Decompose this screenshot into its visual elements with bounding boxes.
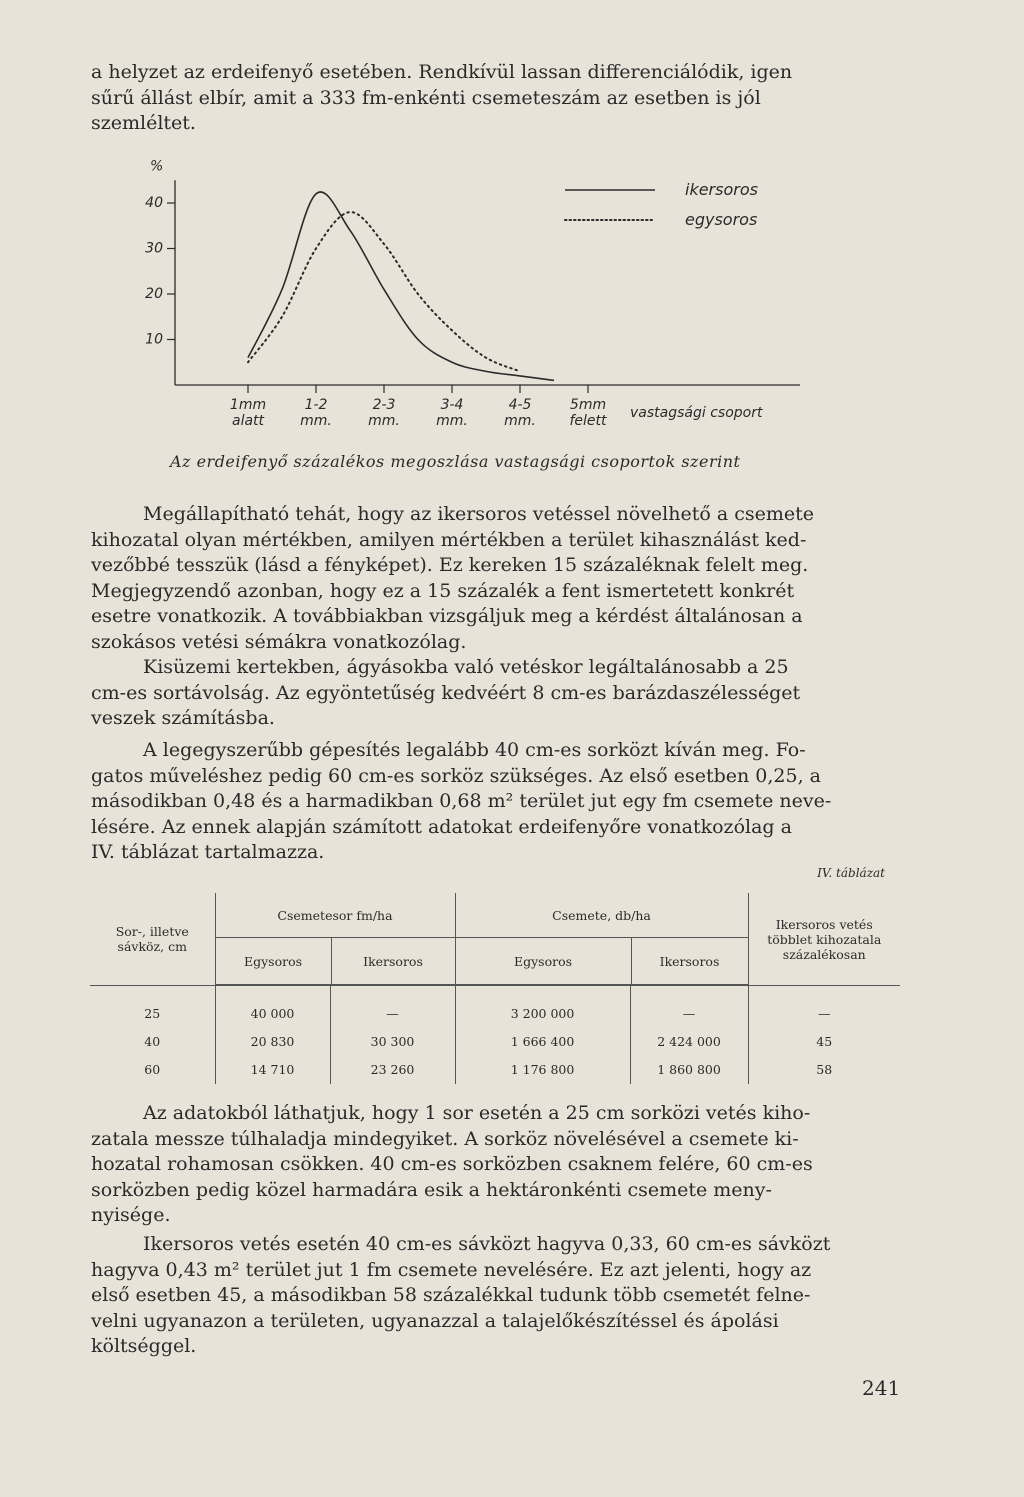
text-line: szokásos vetési sémákra vonatkozólag. <box>91 630 467 653</box>
text-line: veszek számításba. <box>91 707 275 730</box>
distribution-chart <box>130 140 830 480</box>
figure-caption: Az erdeifenyő százalékos megoszlása vastagsági csoportok szerint <box>170 452 741 471</box>
text-line: cm-es sortávolság. Az egyöntetűség kedvéért 8 cm-es barázdaszélességet <box>91 681 801 704</box>
sub-header: Egysoros <box>456 938 632 985</box>
table-cell: 40 000 <box>215 1000 330 1028</box>
paragraph <box>91 1101 899 1229</box>
text-line: sűrű állást elbír, amit a 333 fm-enkénti csemeteszám az esetben is jól <box>91 86 761 109</box>
table-cell: 20 830 <box>215 1028 330 1056</box>
table-cell: — <box>630 1000 748 1028</box>
x-tick-label: 1-2 <box>304 397 328 413</box>
table-cell: 14 710 <box>215 1056 330 1084</box>
x-axis-label: vastagsági csoport <box>630 405 763 421</box>
y-axis-label: % <box>150 158 164 175</box>
text-line: vezőbbé tesszük (lásd a fényképet). Ez kereken 15 százaléknak felelt meg. <box>91 554 809 577</box>
table-cell: 3 200 000 <box>455 1000 630 1028</box>
text-line: zatala messze túlhaladja mindegyiket. A sorköz növelésével a csemete ki- <box>91 1127 799 1150</box>
table-cell: 58 <box>748 1056 900 1084</box>
x-tick-label: 2-3 <box>372 397 396 413</box>
text-line: lésére. Az ennek alapján számított adatokat erdeifenyőre vonatkozólag a <box>91 815 792 838</box>
text-line: nyisége. <box>91 1204 171 1227</box>
text-line: kihozatal olyan mértékben, amilyen mértékben a terület kihasználást ked- <box>91 528 807 551</box>
text-line: a helyzet az erdeifenyő esetében. Rendkívül lassan differenciálódik, igen <box>91 61 793 83</box>
paragraph <box>91 655 899 732</box>
x-tick-label: felett <box>569 413 607 429</box>
table-cell: — <box>330 1000 455 1028</box>
row-header: Sor-, illetve sávköz, cm <box>115 924 189 954</box>
y-tick-label: 40 <box>145 195 163 211</box>
table-row <box>90 1056 900 1084</box>
x-tick-label: mm. <box>436 413 468 429</box>
group-header-cell <box>455 893 748 986</box>
row-header-cell <box>90 893 215 986</box>
text-line: sorközben pedig közel harmadára esik a hektáronkénti csemete meny- <box>91 1178 772 1201</box>
text-line: esetre vonatkozik. A továbbiakban vizsgáljuk meg a kérdést általánosan a <box>91 605 803 628</box>
group-header-cell <box>215 893 455 986</box>
table-cell: — <box>748 1000 900 1028</box>
table-cell: 25 <box>144 1006 161 1021</box>
series-line-egysoros <box>248 212 520 371</box>
chart-svg <box>130 140 830 460</box>
paragraph <box>91 60 899 137</box>
table-cell: 60 <box>144 1062 161 1077</box>
text-line: hozatal rohamosan csökken. 40 cm-es sorközben csaknem felére, 60 cm-es <box>91 1153 813 1176</box>
text-line: Megállapítható tehát, hogy az ikersoros vetéssel növelhető a csemete <box>143 503 814 525</box>
table-row <box>90 1028 900 1056</box>
group-header: Csemetesor fm/ha <box>216 893 455 938</box>
y-tick-label: 10 <box>145 331 163 348</box>
last-header-cell <box>748 893 900 986</box>
text-line: első esetben 45, a másodikban 58 százalékkal tudunk több csemetét felne- <box>91 1284 811 1307</box>
last-header: Ikersoros vetés többlet kihozatala százalékosan <box>767 916 882 962</box>
table-cell: 30 300 <box>330 1028 455 1056</box>
table-cell: 23 260 <box>330 1056 455 1084</box>
y-tick-label: 30 <box>145 240 163 257</box>
x-tick-label: mm. <box>300 413 332 429</box>
text-line: Ikersoros vetés esetén 40 cm-es sávközt hagyva 0,33, 60 cm-es sávközt <box>143 1233 831 1255</box>
legend-label-ikersoros: ikersoros <box>685 180 758 199</box>
paragraph <box>91 738 899 866</box>
table-cell: 45 <box>748 1028 900 1056</box>
x-tick-label: 1mm <box>229 397 267 413</box>
table-cell: 1 176 800 <box>455 1056 630 1084</box>
x-tick-label: 4-5 <box>508 397 532 413</box>
table-header-row <box>90 893 900 986</box>
paragraph <box>91 502 899 656</box>
text-line: Megjegyzendő azonban, hogy ez a 15 százalék a fent ismertetett konkrét <box>91 579 795 602</box>
x-tick-label: mm. <box>368 413 400 429</box>
table-cell: 40 <box>144 1034 161 1049</box>
table-label: IV. táblázat <box>817 866 885 880</box>
text-line: Kisüzemi kertekben, ágyásokba való vetéskor legáltalánosabb a 25 <box>143 656 789 678</box>
sub-header: Ikersoros <box>631 938 748 985</box>
x-tick-label: 5mm <box>569 397 607 413</box>
text-line: szemléltet. <box>91 112 196 135</box>
table-cell: 2 424 000 <box>630 1028 748 1056</box>
text-line: másodikban 0,48 és a harmadikban 0,68 m² terület jut egy fm csemete neve- <box>91 790 832 813</box>
legend-label-egysoros: egysoros <box>685 210 758 229</box>
text-line: Az adatokból láthatjuk, hogy 1 sor esetén a 25 cm sorközi vetés kiho- <box>143 1102 811 1124</box>
sub-header: Ikersoros <box>331 938 455 985</box>
x-tick-label: alatt <box>231 413 265 429</box>
text-line: IV. táblázat tartalmazza. <box>91 841 325 864</box>
page-number: 241 <box>862 1376 901 1400</box>
text-line: hagyva 0,43 m² terület jut 1 fm csemete nevelésére. Ez azt jelenti, hogy az <box>91 1258 812 1281</box>
series-line-ikersoros <box>248 192 554 380</box>
group-header: Csemete, db/ha <box>456 893 748 938</box>
text-line: velni ugyanazon a területen, ugyanazzal a talajelőkészítéssel és ápolási <box>91 1309 779 1332</box>
text-line: A legegyszerűbb gépesítés legalább 40 cm-es sorközt kíván meg. Fo- <box>143 739 806 761</box>
table-cell: 1 860 800 <box>630 1056 748 1084</box>
y-tick-label: 20 <box>145 286 163 302</box>
sub-header: Egysoros <box>216 938 332 985</box>
paragraph <box>91 1232 899 1360</box>
x-tick-label: mm. <box>504 413 536 429</box>
text-line: gatos műveléshez pedig 60 cm-es sorköz szükséges. Az első esetben 0,25, a <box>91 764 821 787</box>
x-tick-label: 3-4 <box>440 397 464 413</box>
table-cell: 1 666 400 <box>455 1028 630 1056</box>
data-table <box>90 893 900 1084</box>
text-line: költséggel. <box>91 1335 197 1358</box>
table-row <box>90 1000 900 1028</box>
